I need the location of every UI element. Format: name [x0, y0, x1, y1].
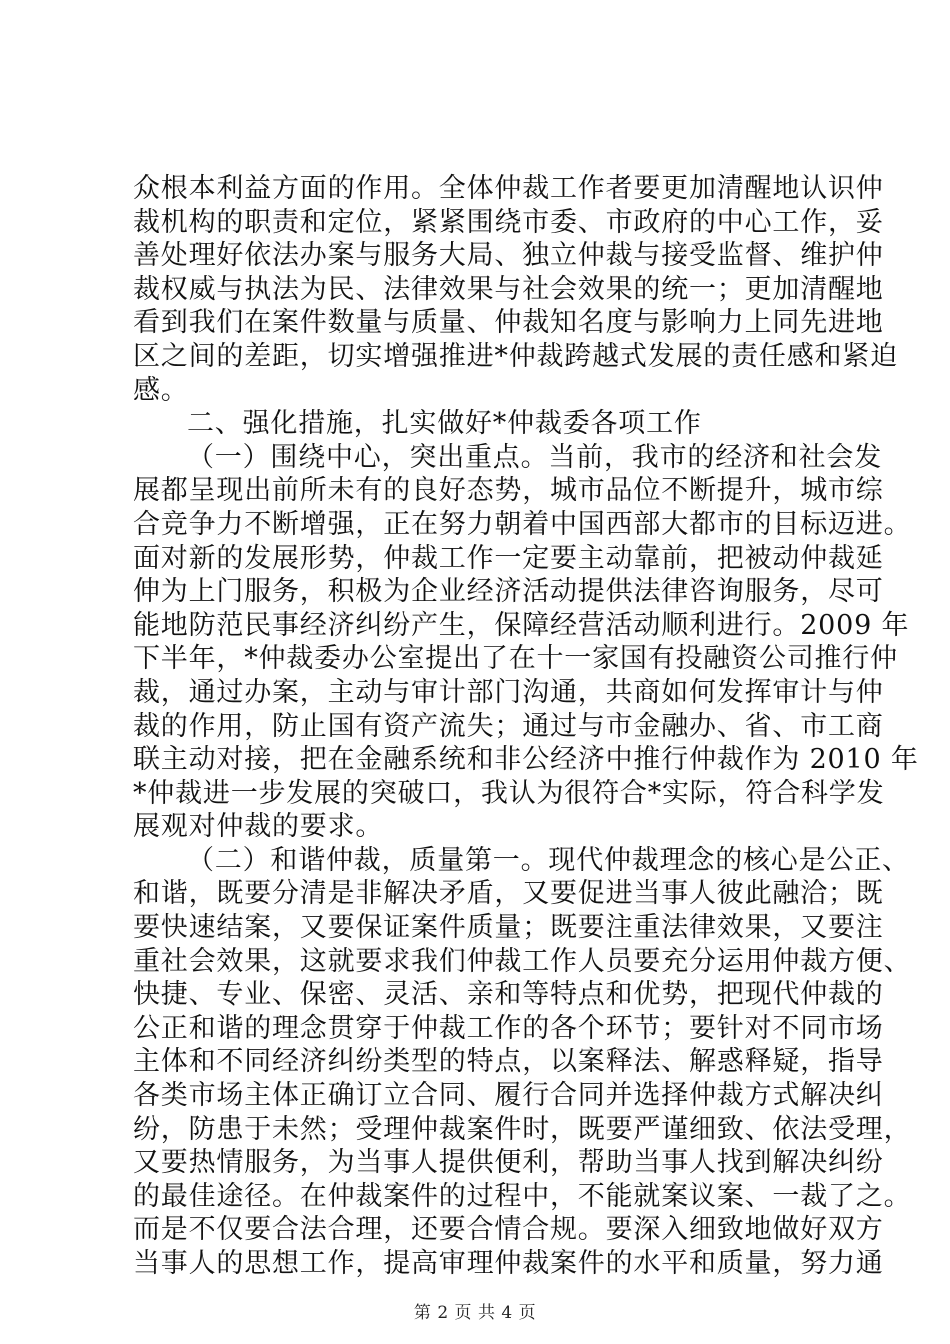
section-heading: 二、强化措施，扎实做好*仲裁委各项工作	[187, 408, 702, 440]
paragraph-line: 展都呈现出前所未有的良好态势，城市品位不断提升，城市综	[133, 475, 884, 507]
paragraph-line: 重社会效果，这就要求我们仲裁工作人员要充分运用仲裁方便、	[133, 945, 912, 977]
paragraph-line: 裁权威与执法为民、法律效果与社会效果的统一；更加清醒地	[133, 273, 884, 305]
paragraph-line: 公正和谐的理念贯穿于仲裁工作的各个环节；要针对不同市场	[133, 1012, 884, 1044]
paragraph-line: 各类市场主体正确订立合同、履行合同并选择仲裁方式解决纠	[133, 1080, 884, 1112]
paragraph-line: 裁，通过办案，主动与审计部门沟通，共商如何发挥审计与仲	[133, 676, 884, 708]
paragraph-line: 联主动对接，把在金融系统和非公经济中推行仲裁作为 2010 年	[133, 744, 919, 776]
paragraph-line: 要快速结案，又要保证案件质量；既要注重法律效果，又要注	[133, 912, 884, 944]
paragraph-line: 众根本利益方面的作用。全体仲裁工作者要更加清醒地认识仲	[133, 173, 884, 204]
paragraph-line: 而是不仅要合法合理，还要合情合规。要深入细致地做好双方	[133, 1214, 884, 1246]
paragraph-line: （一）围绕中心，突出重点。当前，我市的经济和社会发	[187, 441, 882, 473]
paragraph-line: 能地防范民事经济纠纷产生，保障经营活动顺利进行。2009 年	[133, 609, 910, 641]
paragraph-line: 和谐，既要分清是非解决矛盾，又要促进当事人彼此融洽；既	[133, 878, 884, 910]
page-footer: 第 2 页 共 4 页	[413, 1303, 537, 1323]
paragraph-line: 纷，防患于未然；受理仲裁案件时，既要严谨细致、依法受理，	[133, 1113, 912, 1145]
paragraph-line: 主体和不同经济纠纷类型的特点，以案释法、解惑释疑，指导	[133, 1046, 884, 1078]
paragraph-line: *仲裁进一步发展的突破口，我认为很符合*实际，符合科学发	[133, 777, 885, 809]
paragraph-line: 的最佳途径。在仲裁案件的过程中，不能就案议案、一裁了之。	[133, 1180, 912, 1212]
document-body	[133, 172, 919, 1281]
paragraph-line: 裁机构的职责和定位，紧紧围绕市委、市政府的中心工作，妥	[133, 206, 884, 238]
paragraph-line: 区之间的差距，切实增强推进*仲裁跨越式发展的责任感和紧迫	[133, 340, 898, 372]
paragraph-line: 善处理好依法办案与服务大局、独立仲裁与接受监督、维护仲	[133, 240, 884, 272]
paragraph-line: 当事人的思想工作，提高审理仲裁案件的水平和质量，努力通	[133, 1248, 884, 1279]
paragraph-line: 合竞争力不断增强，正在努力朝着中国西部大都市的目标迈进。	[133, 508, 912, 540]
paragraph-line: 看到我们在案件数量与质量、仲裁知名度与影响力上同先进地	[133, 307, 884, 339]
paragraph-line: 下半年，*仲裁委办公室提出了在十一家国有投融资公司推行仲	[133, 643, 898, 675]
paragraph-line: 快捷、专业、保密、灵活、亲和等特点和优势，把现代仲裁的	[133, 979, 884, 1011]
paragraph-line: （二）和谐仲裁，质量第一。现代仲裁理念的核心是公正、	[187, 844, 910, 876]
paragraph-line: 伸为上门服务，积极为企业经济活动提供法律咨询服务，尽可	[133, 576, 884, 608]
paragraph-line: 又要热情服务，为当事人提供便利，帮助当事人找到解决纠纷	[133, 1147, 884, 1179]
paragraph-line: 展观对仲裁的要求。	[133, 811, 384, 843]
paragraph-line: 裁的作用，防止国有资产流失；通过与市金融办、省、市工商	[133, 710, 884, 742]
paragraph-line: 面对新的发展形势，仲裁工作一定要主动靠前，把被动仲裁延	[133, 542, 884, 574]
paragraph-line: 感。	[133, 374, 189, 406]
